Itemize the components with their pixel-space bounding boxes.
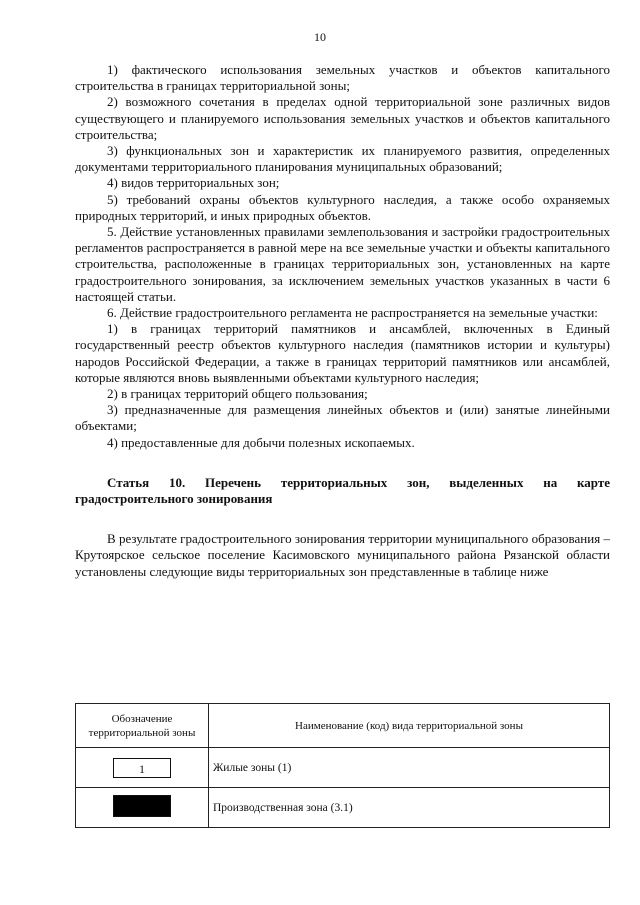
table-row: [76, 748, 610, 788]
page-number: 10: [314, 30, 326, 44]
header-name-cell: Наименование (код) вида территориальной зоны: [209, 704, 610, 748]
paragraph: 2) в границах территорий общего пользования;: [107, 386, 368, 402]
zones-table: [75, 703, 610, 828]
article-heading: Статья 10. Перечень территориальных зон, выделенных на карте градостроительного зонирования: [75, 474, 610, 507]
zone-swatch: [113, 795, 171, 817]
paragraph: 3) функциональных зон и характеристик их планируемого развития, определенных документами территориального планирования муниципальных образований;: [75, 143, 610, 175]
paragraph: 5) требований охраны объектов культурного наследия, а также особо охраняемых природных территорий, и иных природных объектов.: [75, 191, 610, 223]
zone-name-cell: Производственная зона (3.1): [209, 788, 610, 828]
paragraph: 5. Действие установленных правилами землепользования и застройки градостроительных регламентов распространяется в равной мере на все земельные участки и объекты капитального строительства, расположенные в границах территориальных зон, установленных на карте градостроительного зонирования, за исключением земельных участков указанных в части 6 настоящей статьи.: [75, 224, 610, 304]
intro-paragraph: В результате градостроительного зонирования территории муниципального образования – Крутоярское сельское поселение Касимовского муниципального района Рязанской области установлены следующие виды территориальных зон представленные в таблице ниже: [75, 531, 610, 579]
table-row: [76, 788, 610, 828]
header-code-cell: Обозначение территориальной зоны: [76, 704, 209, 748]
zone-code-cell: [76, 788, 209, 828]
paragraph: 1) в границах территорий памятников и ансамблей, включенных в Единый государственный реестр объектов культурного наследия (памятников истории и культуры) народов Российской Федерации, а также в границах территорий памятников или ансамблей, которые являются вновь выявленными объектами культурного наследия;: [75, 321, 610, 385]
document-body: [75, 62, 610, 580]
paragraph: 3) предназначенные для размещения линейных объектов и (или) занятые линейными объектами;: [75, 402, 610, 434]
paragraph: 1) фактического использования земельных участков и объектов капитального строительства в границах территориальной зоны;: [75, 62, 610, 94]
paragraph: 4) видов территориальных зон;: [107, 175, 280, 191]
zone-code-cell: [76, 748, 209, 788]
paragraph: 2) возможного сочетания в пределах одной территориальной зоне различных видов существующего и планируемого использования земельных участков и объектов капитального строительства;: [75, 94, 610, 142]
zone-name-cell: Жилые зоны (1): [209, 748, 610, 788]
table-header-row: [76, 704, 610, 748]
paragraph: 6. Действие градостроительного регламента не распространяется на земельные участки:: [107, 305, 598, 321]
zone-swatch: 1: [113, 758, 171, 778]
paragraph: 4) предоставленные для добычи полезных ископаемых.: [107, 434, 415, 450]
